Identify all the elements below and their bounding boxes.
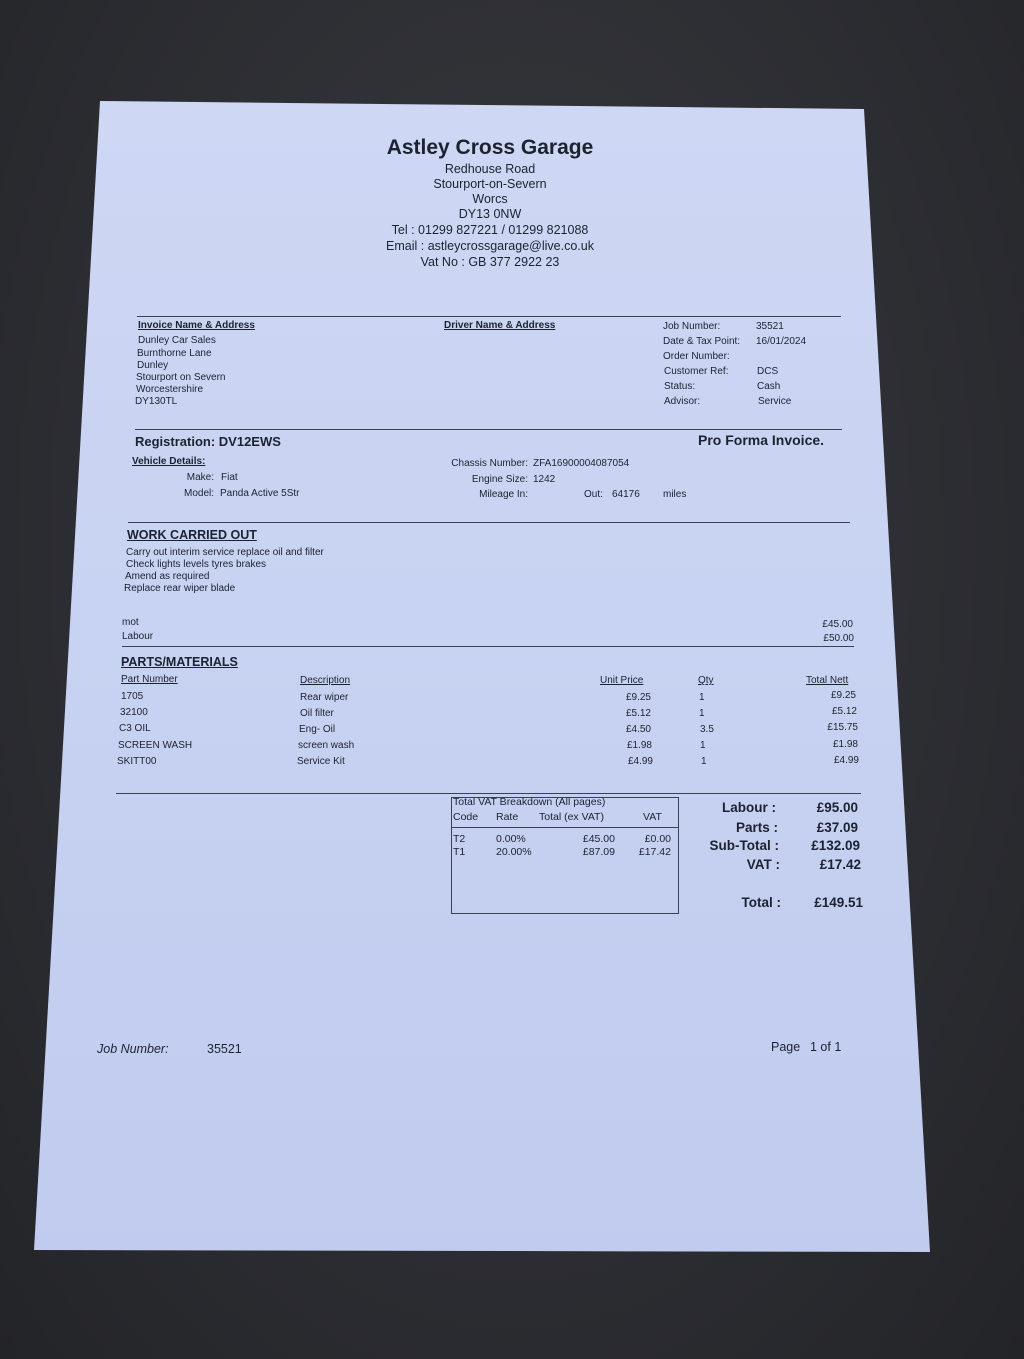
mot-label: mot	[122, 617, 139, 628]
vat-rate: 0.00%	[496, 833, 526, 845]
part-unit-price: £1.98	[626, 740, 652, 751]
date-value: 16/01/2024	[756, 336, 807, 347]
part-total: £15.75	[827, 722, 858, 733]
labour-amount: £50.00	[823, 633, 854, 644]
driver-address-heading: Driver Name & Address	[444, 320, 556, 331]
grand-total-value: £149.51	[814, 895, 863, 910]
model-value: Panda Active 5Str	[220, 488, 300, 499]
part-total: £1.98	[832, 739, 858, 750]
make-value: Fiat	[221, 472, 238, 483]
part-unit-price: £9.25	[625, 692, 651, 703]
vat-amount: £0.00	[644, 833, 671, 845]
footer-page-label: Page	[771, 1040, 801, 1054]
engine-label: Engine Size:	[471, 474, 528, 485]
part-qty: 1	[699, 708, 705, 719]
total-labour-label: Labour :	[722, 800, 776, 815]
chassis-value: ZFA16900004087054	[533, 458, 630, 469]
date-label: Date & Tax Point:	[663, 336, 741, 347]
divider	[116, 793, 861, 794]
subtotal-label: Sub-Total :	[709, 838, 779, 853]
garage-vat-no: Vat No : GB 377 2922 23	[420, 255, 560, 269]
status-label: Status:	[664, 381, 696, 392]
job-number-value: 35521	[756, 321, 784, 332]
vat-col-rate: Rate	[496, 811, 519, 823]
col-qty: Qty	[698, 675, 714, 686]
footer-job-label: Job Number:	[97, 1042, 169, 1056]
vat-amount: £17.42	[638, 846, 671, 858]
divider	[137, 316, 841, 317]
part-number: C3 OIL	[119, 723, 151, 734]
col-description: Description	[300, 675, 351, 686]
invoice-address-heading: Invoice Name & Address	[138, 320, 255, 331]
work-heading: WORK CARRIED OUT	[127, 528, 257, 542]
col-part-number: Part Number	[121, 674, 178, 685]
subtotal-value: £132.09	[811, 838, 860, 853]
advisor-value: Service	[758, 396, 792, 407]
work-line: Replace rear wiper blade	[124, 583, 236, 594]
divider	[122, 646, 854, 647]
part-total: £9.25	[830, 690, 856, 701]
vat-total-ex: £87.09	[582, 846, 615, 858]
vat-code: T2	[453, 833, 466, 845]
part-qty: 3.5	[700, 724, 714, 735]
vehicle-details-heading: Vehicle Details:	[132, 456, 206, 467]
garage-tel: Tel : 01299 827221 / 01299 821088	[391, 223, 589, 237]
make-label: Make:	[186, 472, 214, 483]
part-total: £5.12	[831, 706, 857, 717]
vat-code: T1	[453, 846, 466, 858]
vat-total-ex: £45.00	[582, 833, 615, 845]
job-number-label: Job Number:	[663, 321, 721, 332]
total-parts-value: £37.09	[816, 820, 858, 835]
advisor-label: Advisor:	[664, 396, 701, 407]
vat-breakdown-title: Total VAT Breakdown (All pages)	[453, 796, 606, 808]
invoice-address-line: Dunley	[137, 360, 169, 371]
mileage-unit: miles	[663, 489, 687, 500]
col-unit-price: Unit Price	[600, 675, 644, 686]
grand-total-label: Total :	[741, 895, 781, 910]
part-number: SCREEN WASH	[118, 740, 193, 751]
part-unit-price: £4.50	[625, 724, 651, 735]
part-number: 1705	[121, 691, 144, 702]
chassis-label: Chassis Number:	[451, 458, 528, 469]
customer-ref-label: Customer Ref:	[664, 366, 729, 377]
invoice-address-line: DY130TL	[135, 396, 178, 407]
invoice-address-line: Worcestershire	[136, 384, 204, 395]
vat-total-label: VAT :	[746, 857, 780, 872]
part-qty: 1	[699, 692, 705, 703]
garage-address-1: Redhouse Road	[444, 162, 536, 176]
part-total: £4.99	[833, 755, 859, 766]
vat-col-code: Code	[453, 811, 479, 823]
parts-heading: PARTS/MATERIALS	[121, 655, 238, 669]
part-unit-price: £4.99	[627, 756, 653, 767]
model-label: Model:	[183, 488, 214, 499]
footer-page-value: 1 of 1	[810, 1040, 842, 1054]
part-qty: 1	[701, 756, 707, 767]
mot-amount: £45.00	[822, 619, 853, 630]
part-description: screen wash	[298, 740, 355, 751]
engine-value: 1242	[533, 474, 556, 485]
invoice-address-line: Burnthorne Lane	[137, 348, 212, 359]
work-line: Check lights levels tyres brakes	[126, 559, 267, 570]
vat-col-total: Total (ex VAT)	[539, 811, 604, 823]
part-unit-price: £5.12	[625, 708, 651, 719]
divider	[135, 429, 842, 430]
work-line: Amend as required	[125, 571, 210, 582]
part-description: Oil filter	[300, 708, 334, 719]
garage-address-4: DY13 0NW	[458, 207, 522, 221]
status-value: Cash	[757, 381, 781, 392]
invoice-address-line: Dunley Car Sales	[138, 335, 216, 346]
labour-label: Labour	[122, 631, 154, 642]
mileage-out-label: Out:	[584, 489, 603, 500]
order-number-label: Order Number:	[663, 351, 730, 362]
part-number: SKITT00	[117, 756, 157, 767]
vat-breakdown-header-rule	[451, 827, 678, 828]
garage-address-3: Worcs	[472, 192, 508, 206]
part-qty: 1	[700, 740, 706, 751]
divider	[128, 522, 850, 523]
vat-col-vat: VAT	[643, 811, 662, 823]
customer-ref-value: DCS	[757, 366, 779, 377]
col-total-nett: Total Nett	[806, 675, 849, 686]
garage-email: Email : astleycrossgarage@live.co.uk	[386, 239, 594, 253]
mileage-in-label: Mileage In:	[479, 489, 528, 500]
mileage-out-value: 64176	[612, 489, 640, 500]
vat-total-value: £17.42	[819, 857, 861, 872]
part-number: 32100	[120, 707, 148, 718]
registration: Registration: DV12EWS	[135, 434, 281, 449]
part-description: Service Kit	[297, 756, 345, 767]
vat-rate: 20.00%	[496, 846, 532, 858]
part-description: Eng- Oil	[299, 724, 336, 735]
invoice-address-line: Stourport on Severn	[136, 372, 226, 383]
footer-job-value: 35521	[207, 1042, 242, 1056]
work-line: Carry out interim service replace oil and filter	[126, 547, 324, 558]
garage-address-2: Stourport-on-Severn	[433, 177, 547, 191]
part-description: Rear wiper	[300, 692, 349, 703]
garage-name: Astley Cross Garage	[386, 136, 594, 159]
document-type: Pro Forma Invoice.	[698, 432, 825, 448]
total-parts-label: Parts :	[735, 820, 778, 835]
total-labour-value: £95.00	[816, 800, 858, 815]
